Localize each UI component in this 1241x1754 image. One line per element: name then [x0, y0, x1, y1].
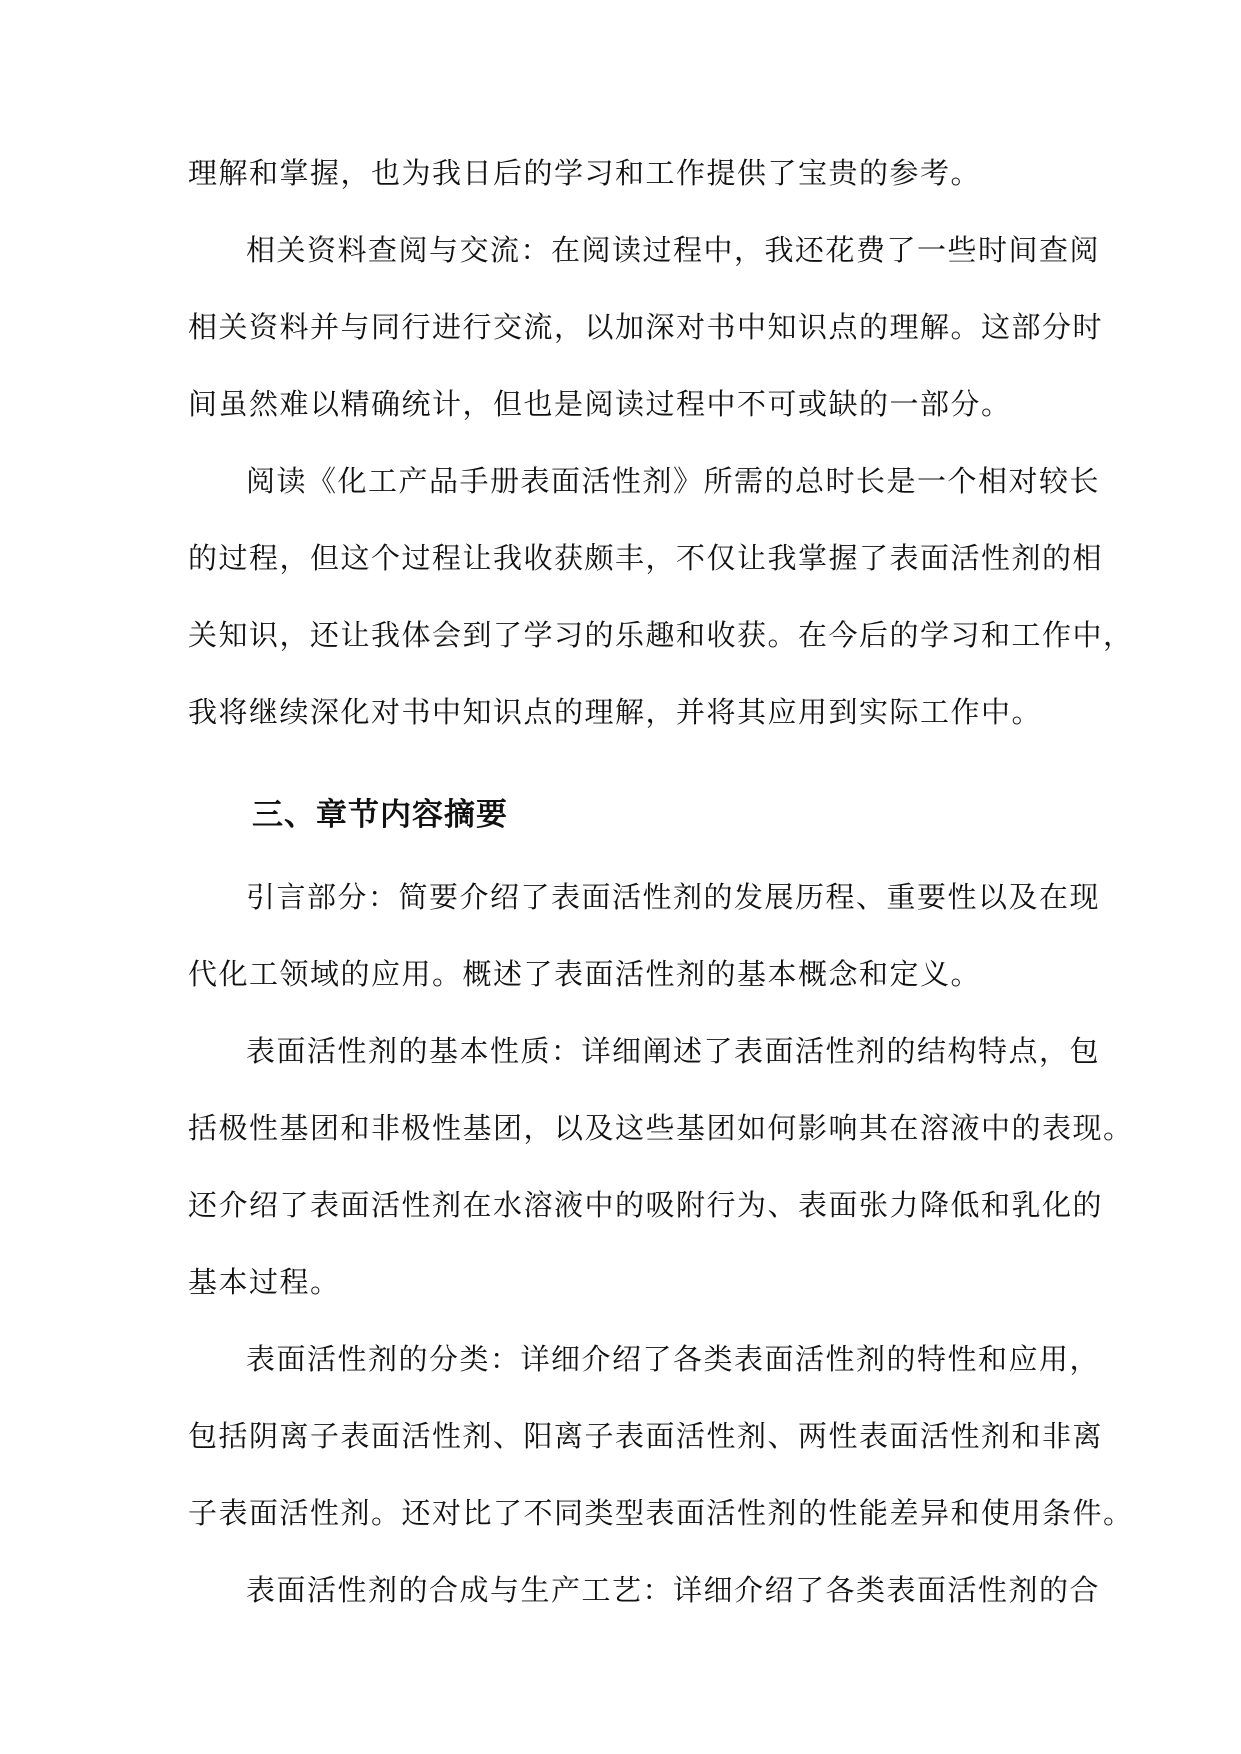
- text-line: 我将继续深化对书中知识点的理解，并将其应用到实际工作中。: [188, 695, 1043, 729]
- text-line: 阅读《化工产品手册表面活性剂》所需的总时长是一个相对较长: [246, 464, 1101, 498]
- text-line: 的过程，但这个过程让我收获颇丰，不仅让我掌握了表面活性剂的相: [188, 541, 1104, 575]
- text-line: 表面活性剂的分类：详细介绍了各类表面活性剂的特性和应用，: [246, 1342, 1101, 1376]
- text-line: 相关资料并与同行进行交流，以加深对书中知识点的理解。这部分时: [188, 310, 1104, 344]
- text-line: 引言部分：简要介绍了表面活性剂的发展历程、重要性以及在现: [246, 880, 1101, 914]
- text-line: 关知识，还让我体会到了学习的乐趣和收获。在今后的学习和工作中，: [188, 618, 1134, 652]
- text-line: 代化工领域的应用。概述了表面活性剂的基本概念和定义。: [188, 957, 982, 991]
- text-line: 括极性基团和非极性基团，以及这些基团如何影响其在溶液中的表现。: [188, 1111, 1134, 1145]
- text-line: 包括阴离子表面活性剂、阳离子表面活性剂、两性表面活性剂和非离: [188, 1419, 1104, 1453]
- text-line: 还介绍了表面活性剂在水溶液中的吸附行为、表面张力降低和乳化的: [188, 1188, 1104, 1222]
- section-heading: 三、章节内容摘要: [252, 797, 508, 833]
- text-line: 表面活性剂的合成与生产工艺：详细介绍了各类表面活性剂的合: [246, 1573, 1101, 1607]
- text-line: 表面活性剂的基本性质：详细阐述了表面活性剂的结构特点，包: [246, 1034, 1101, 1068]
- text-line: 子表面活性剂。还对比了不同类型表面活性剂的性能差异和使用条件。: [188, 1496, 1134, 1530]
- text-line: 间虽然难以精确统计，但也是阅读过程中不可或缺的一部分。: [188, 387, 1012, 421]
- text-line: 相关资料查阅与交流：在阅读过程中，我还花费了一些时间查阅: [246, 233, 1101, 267]
- text-line: 基本过程。: [188, 1265, 341, 1299]
- text-line: 理解和掌握，也为我日后的学习和工作提供了宝贵的参考。: [188, 156, 982, 190]
